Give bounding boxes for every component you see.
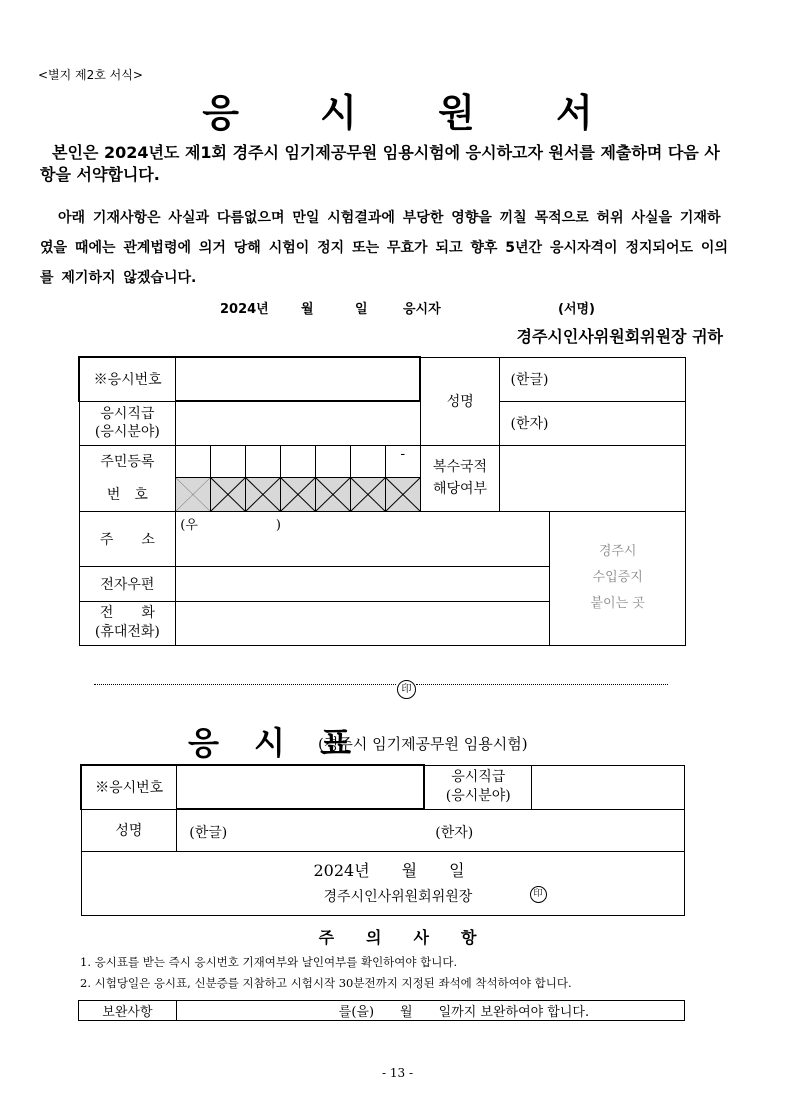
ticket-name-label: 성명 bbox=[81, 809, 177, 851]
rrn-digit[interactable] bbox=[281, 445, 316, 477]
rrn-digit[interactable] bbox=[246, 445, 281, 477]
rrn-masked-digit bbox=[315, 477, 350, 511]
supplement-table bbox=[78, 1000, 685, 1021]
revenue-stamp-area bbox=[550, 511, 686, 645]
rrn-masked-digit bbox=[350, 477, 385, 511]
form-label: <별지 제2호 서식> bbox=[38, 68, 143, 82]
date-day: 일 bbox=[355, 302, 368, 317]
phone-field[interactable] bbox=[176, 601, 550, 645]
dual-nationality-label bbox=[420, 445, 500, 511]
date-month: 월 bbox=[301, 302, 314, 317]
notes-title: 주 의 사 항 bbox=[318, 928, 477, 947]
name-hanja-field[interactable]: (한자) bbox=[500, 401, 686, 445]
position-label bbox=[79, 401, 176, 445]
ticket-date: 2024년 월 일 bbox=[313, 860, 465, 880]
name-label: 성명 bbox=[420, 357, 500, 445]
email-field[interactable] bbox=[176, 566, 550, 601]
seal-mark: 印 bbox=[397, 680, 416, 699]
supplement-label: 보완사항 bbox=[79, 1001, 177, 1021]
rrn-masked-digit bbox=[281, 477, 316, 511]
position-label-main: 응시직급 bbox=[100, 406, 155, 422]
rrn-digit[interactable] bbox=[350, 445, 385, 477]
stamp-line-3: 붙이는 곳 bbox=[590, 596, 645, 611]
phone-label-1: 전 화 bbox=[99, 605, 155, 621]
supplement-field[interactable]: 를(을) 월 일까지 보완하여야 합니다. bbox=[176, 1001, 684, 1021]
ticket-name-hanja: (한자) bbox=[435, 825, 474, 841]
ticket-table bbox=[80, 764, 685, 916]
ticket-position-label bbox=[424, 765, 532, 809]
rrn-digit[interactable] bbox=[176, 445, 211, 477]
dual-label-1: 복수국적 bbox=[432, 459, 488, 475]
ticket-issuer: 경주시인사위원회위원장 bbox=[323, 888, 473, 905]
ticket-subtitle: (경주시 임기제공무원 임용시험) bbox=[318, 735, 528, 753]
page-title: 응 시 원 서 bbox=[202, 91, 627, 135]
recipient: 경주시인사위원회위원장 귀하 bbox=[516, 327, 723, 346]
ticket-position-sub: (응시분야) bbox=[445, 788, 511, 804]
ticket-name-field[interactable] bbox=[177, 809, 685, 851]
application-table bbox=[78, 356, 686, 646]
ticket-title: 응 시 표 bbox=[188, 724, 364, 762]
rrn-digit[interactable] bbox=[315, 445, 350, 477]
rrn-digit[interactable] bbox=[211, 445, 246, 477]
pledge-text: 아래 기재사항은 사실과 다름없으며 만일 시험결과에 부당한 영향을 끼칠 목적으로 허위 사실을 기재하였을 때에는 관계법령에 의거 당해 시험이 정지 또는 무효가 되고 향후 5년간 응시자격이 정지되어도 이의를 제기하지 않겠습니다. bbox=[40, 210, 728, 286]
applicant-label: 응시자 bbox=[403, 302, 441, 317]
dual-nationality-field[interactable] bbox=[500, 445, 686, 511]
note-item-1: 1. 응시표를 받는 즉시 응시번호 기재여부와 날인여부를 확인하여야 합니다. bbox=[80, 955, 458, 969]
ticket-name-hangul: (한글) bbox=[189, 825, 228, 841]
cut-line-left bbox=[94, 684, 396, 685]
rrn-masked-digit bbox=[211, 477, 246, 511]
stamp-line-1: 경주시 bbox=[598, 544, 637, 559]
note-item-2: 2. 시험당일은 응시표, 신분증를 지참하고 시험시작 30분전까지 지정된 좌석에 착석하여야 합니다. bbox=[80, 976, 572, 990]
address-field[interactable]: (우 ) bbox=[176, 511, 550, 566]
ticket-position-field[interactable] bbox=[532, 765, 685, 809]
rrn-masked-digit bbox=[385, 477, 420, 511]
ticket-exam-no-field[interactable] bbox=[177, 765, 424, 809]
stamp-line-2: 수입증지 bbox=[592, 570, 643, 585]
rrn-dash: - bbox=[385, 445, 420, 477]
ticket-exam-no-label: ※응시번호 bbox=[81, 765, 177, 809]
rrn-label-2: 번 호 bbox=[79, 477, 176, 511]
ticket-seal: 印 bbox=[530, 886, 547, 903]
dual-label-2: 해당여부 bbox=[432, 481, 488, 497]
intro-text: 본인은 2024년도 제1회 경주시 임기제공무원 임용시험에 응시하고자 원서를 제출하며 다음 사항을 서약합니다. bbox=[40, 143, 720, 184]
exam-no-field[interactable] bbox=[176, 357, 420, 401]
rrn-masked-digit bbox=[246, 477, 281, 511]
rrn-label-1: 주민등록 bbox=[79, 445, 176, 477]
phone-label-2: (휴대전화) bbox=[94, 624, 160, 640]
name-hangul-field[interactable]: (한글) bbox=[500, 357, 686, 401]
address-label: 주 소 bbox=[79, 511, 176, 566]
sign-label: (서명) bbox=[558, 302, 595, 317]
cut-line-right bbox=[416, 684, 668, 685]
email-label: 전자우편 bbox=[79, 566, 176, 601]
exam-no-label: ※응시번호 bbox=[79, 357, 176, 401]
position-label-sub: (응시분야) bbox=[94, 424, 160, 440]
date-line bbox=[0, 298, 795, 318]
position-field[interactable] bbox=[176, 401, 420, 445]
phone-label bbox=[79, 601, 176, 645]
ticket-issue-cell bbox=[81, 851, 685, 915]
page-number: - 13 - bbox=[381, 1066, 413, 1080]
rrn-masked-digit bbox=[176, 477, 211, 511]
date-year: 2024년 bbox=[220, 302, 269, 317]
ticket-position-main: 응시직급 bbox=[451, 769, 506, 785]
